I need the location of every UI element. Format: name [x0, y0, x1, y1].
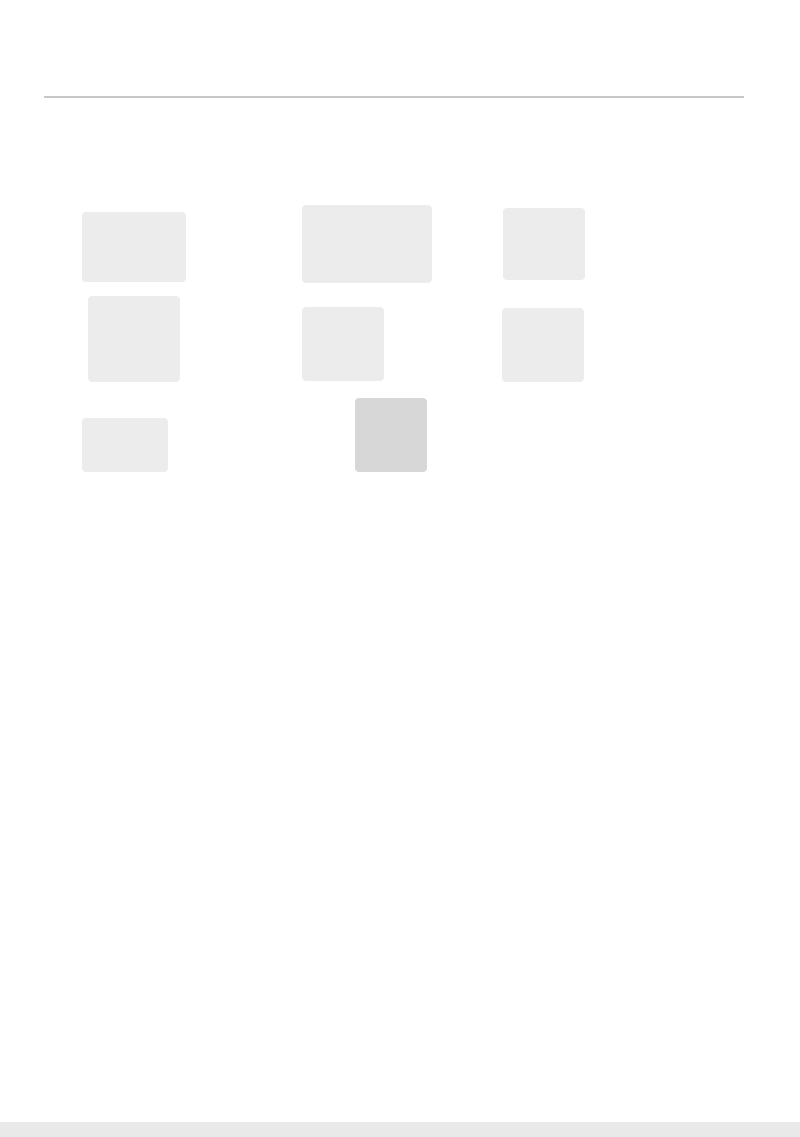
- image-kids-music: [502, 308, 584, 382]
- image-elephants: [302, 205, 432, 283]
- image-kids-playing: [82, 418, 168, 472]
- image-boys-soccer: [355, 398, 427, 472]
- image-monkeys: [82, 212, 186, 282]
- image-kids-greeting: [88, 296, 180, 382]
- header-divider: [44, 96, 744, 98]
- image-pandas: [503, 208, 585, 280]
- image-kids-kite: [302, 307, 384, 381]
